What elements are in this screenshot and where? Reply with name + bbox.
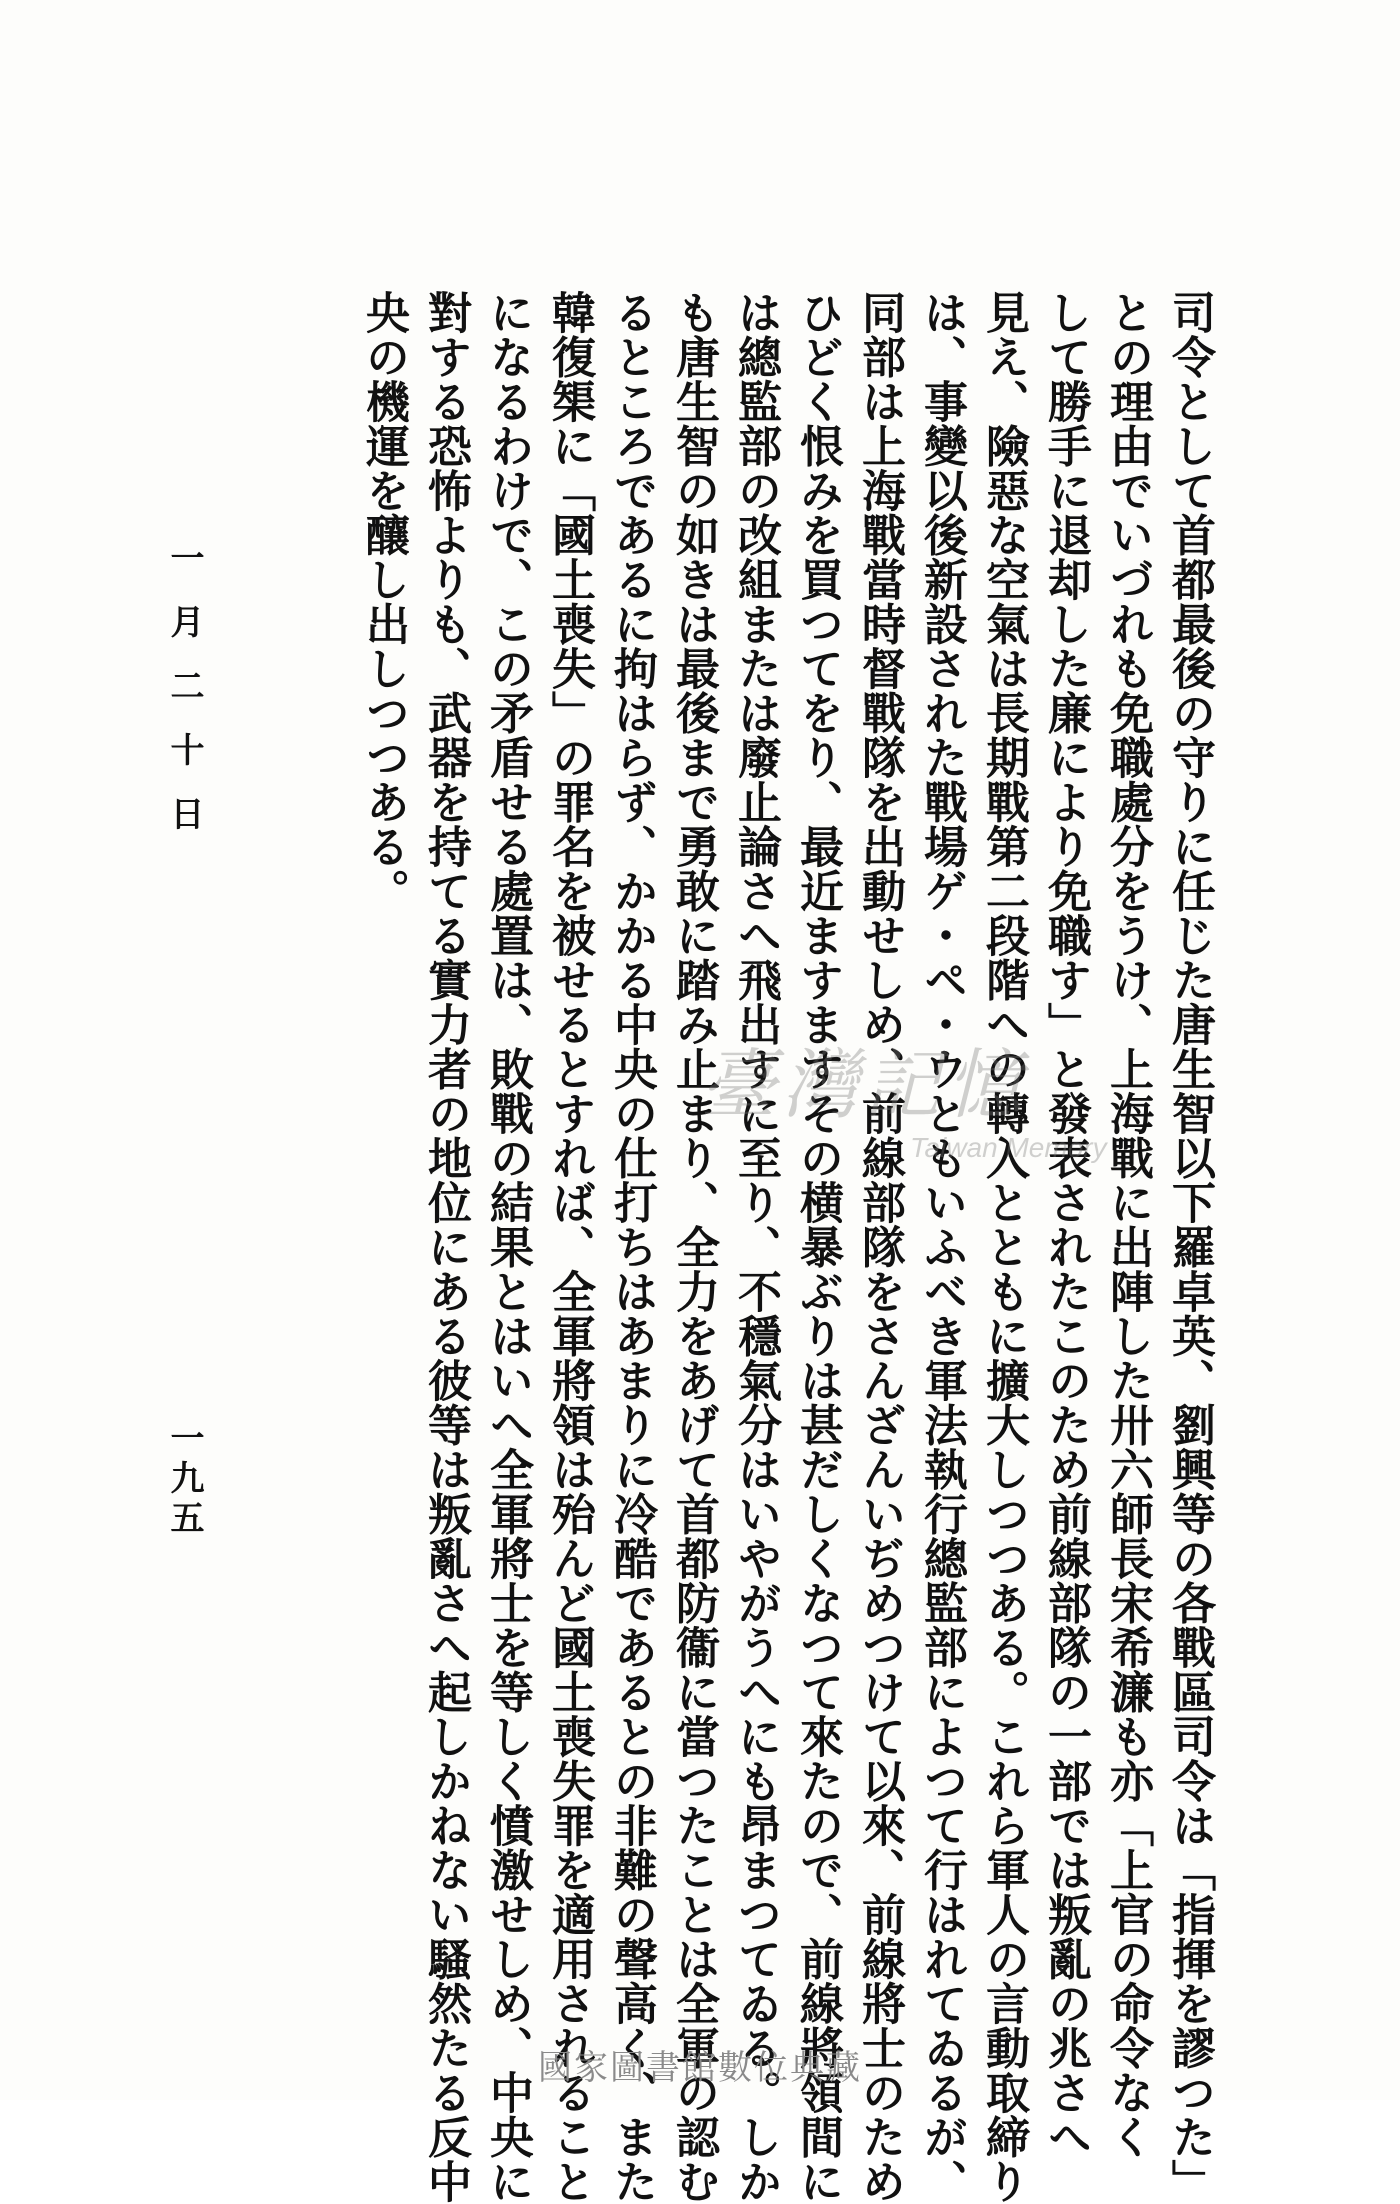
text-column: 對する恐怖よりも、武器を持てる實力者の地位にある彼等は叛亂さへ起しかねない騷然たる反中 xyxy=(420,290,471,2204)
text-column: 韓復榘に「國土喪失」の罪名を被せるとすれば、全軍將領は殆んど國土喪失罪を適用されること xyxy=(544,290,595,2204)
text-column: 央の機運を釀し出しつつある。 xyxy=(358,290,409,913)
footer-source: 國家圖書館數位典藏 xyxy=(538,2048,862,2088)
text-column: 司令として首都最後の守りに任じた唐生智以下羅卓英、劉興等の各戰區司令は「指揮を謬つた」 xyxy=(1164,290,1215,2204)
text-column: して勝手に退却した廉により免職す」と發表されたこのため前線部隊の一部では叛亂の兆さへ xyxy=(1040,290,1091,2159)
text-column: 同部は上海戰當時督戰隊を出動せしめ、前線部隊をさんざんいぢめつけて以來、前線將士のため xyxy=(854,290,905,2204)
text-column: も唐生智の如きは最後まで勇敢に踏み止まり、全力をあげて首都防衞に當つたことは全軍の認む xyxy=(668,290,719,2204)
text-column: 見え、險惡な空氣は長期戰第二段階への轉入とともに擴大しつつある。これら軍人の言動取締り xyxy=(978,290,1029,2204)
text-column: るところであるに拘はらず、かかる中央の仕打ちはあまりに冷酷であるとの非難の聲高く、また xyxy=(606,290,657,2204)
text-column: になるわけで、この矛盾せる處置は、敗戰の結果とはいへ全軍將士を等しく憤激せしめ、中央に xyxy=(482,290,533,2204)
text-column: との理由でいづれも免職處分をうけ、上海戰に出陣した卅六師長宋希濂も亦「上官の命令なく xyxy=(1102,290,1153,2159)
watermark-chinese: 臺灣記憶 xyxy=(700,1040,1028,1129)
text-column: は、事變以後新設された戰場ゲ・ペ・ウともいふべき軍法執行總監部によつて行はれてゐるが、 xyxy=(916,290,967,2204)
watermark-english: Taiwan Memory xyxy=(910,1132,1107,1163)
running-date: 一月二十日 xyxy=(164,540,204,860)
page-number: 一九五 xyxy=(164,1420,204,1540)
text-column: ひどく恨みを買つてをり、最近ますますその横暴ぶりは甚だしくなつて來たので、前線將領間に xyxy=(792,290,843,2204)
text-column: は總監部の改組または廢止論さへ飛出すに至り、不穩氣分はいやがうへにも昂まつてゐる。しか xyxy=(730,290,781,2204)
